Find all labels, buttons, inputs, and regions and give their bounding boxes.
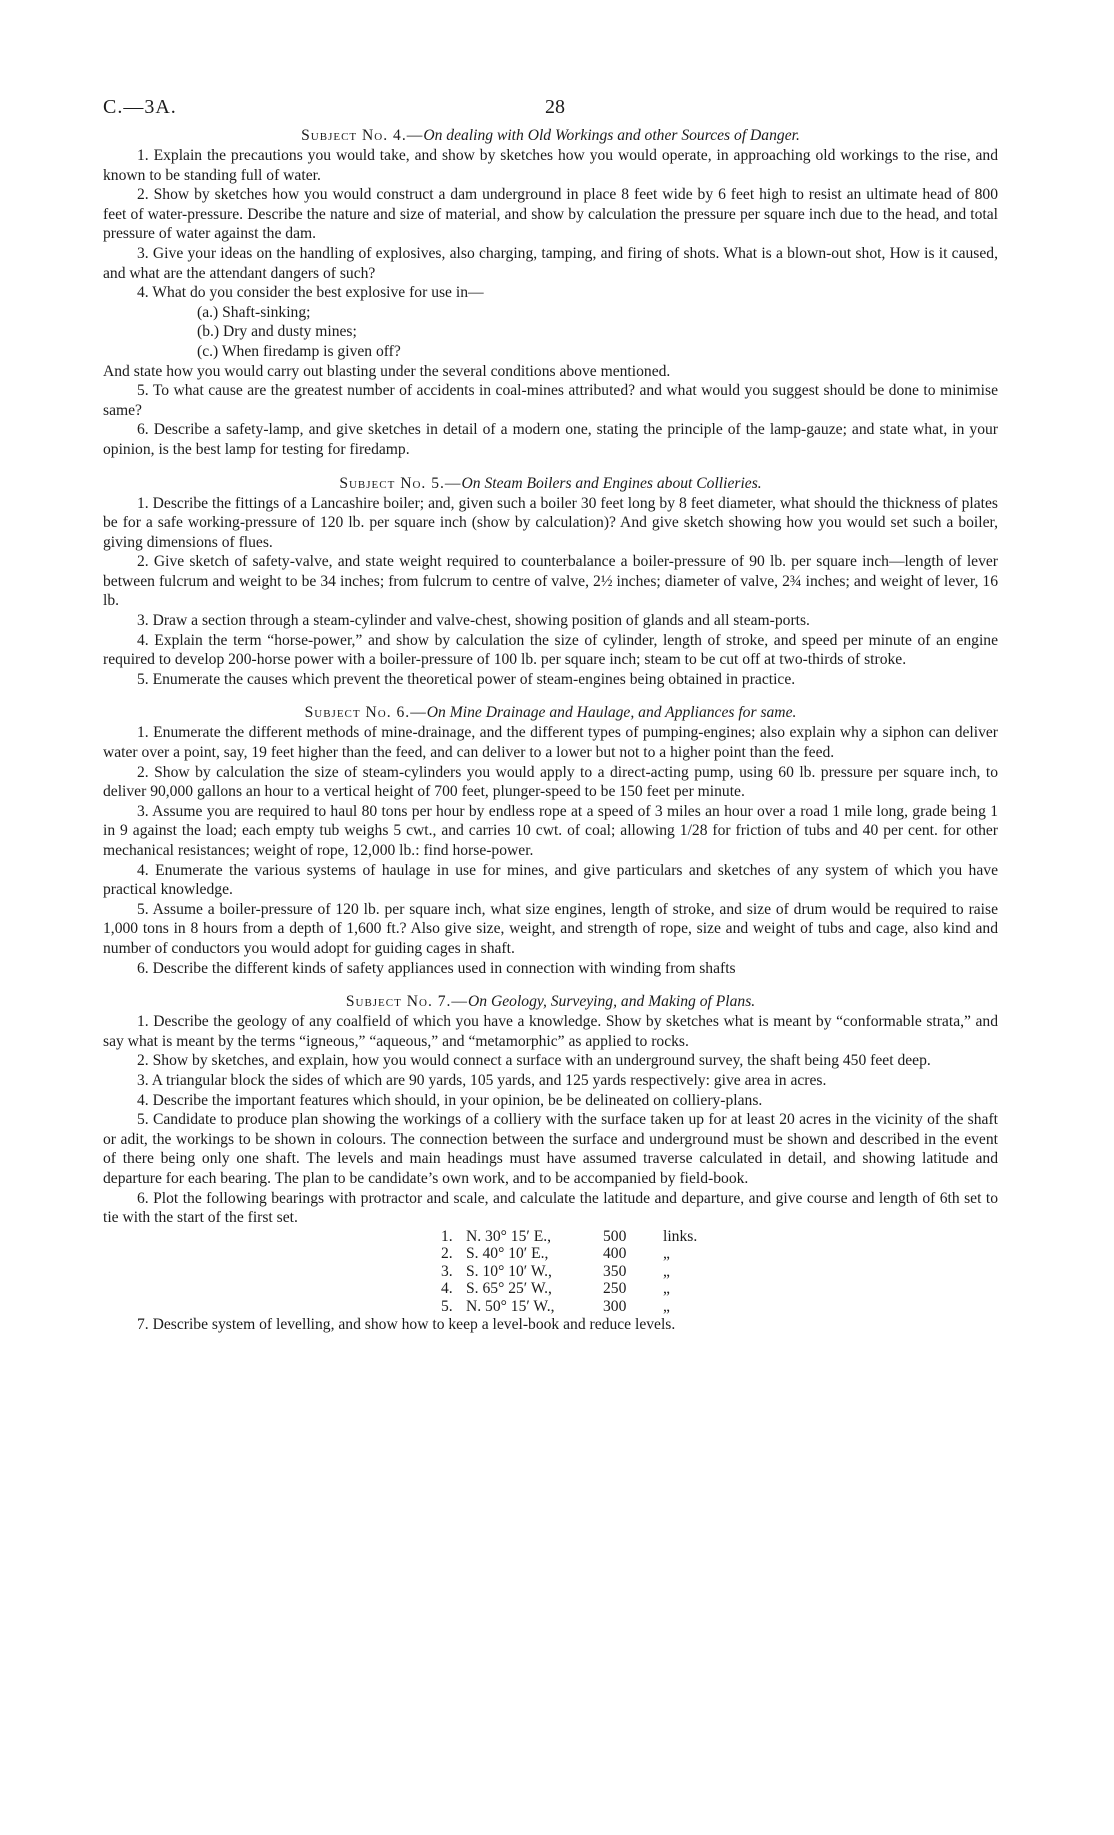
question-paragraph: 5. To what cause are the greatest number of accidents in coal-mines attributed? and what would you suggest should be done to minimise same? [103,382,998,419]
bearing-row [441,1280,998,1298]
question-paragraph: 6. Plot the following bearings with protractor and scale, and calculate the latitude and departure, and give course and length of 6th set to tie with the start of the first set. [103,1189,998,1227]
bearing-direction: N. 50° 15′ W., [466,1297,555,1315]
question-paragraph: 2. Give sketch of safety-valve, and state weight required to counterbalance a boiler-pressure of 90 lb. per square inch—length of lever between fulcrum and weight to be 34 inches; from fulcrum to centre of valve, 2½ inches; diameter of valve, 2¾ inches; and weight of lever, 16 lb. [103,553,998,610]
question-paragraph: 1. Describe the fittings of a Lancashire boiler; and, given such a boiler 30 feet long by 8 feet diameter, what should the thickness of plates be for a safe working-pressure of 120 lb. per square inch (show by calculation)? And give sketch showing how you would set such a boiler, giving dimensions of flues. [103,494,998,551]
bearing-row [441,1263,998,1281]
question-paragraph: 3. Assume you are required to haul 80 tons per hour by endless rope at a speed of 3 miles an hour over a road 1 mile long, grade being 1 in 9 against the load; each empty tub weighs 5 cwt., and carries 10 cwt. of coal; allowing 1/28 for friction of tubs and 40 per cent. for other mechanical resistances; weight of rope, 12,000 lb.: find horse-power. [103,802,998,859]
subject-label: Subject No. 7.— [345,993,469,1011]
bearing-unit: „ [663,1245,670,1263]
bearing-distance: 400 [603,1245,627,1263]
subject-heading [103,992,998,1011]
bearing-unit: „ [663,1262,670,1280]
bearing-distance: 350 [603,1262,627,1280]
running-head [103,96,998,126]
bearing-direction: S. 65° 25′ W., [466,1280,552,1298]
bearing-unit: „ [663,1297,670,1315]
subject-heading [103,474,998,493]
subject-title: On dealing with Old Workings and other Sources of Danger. [423,127,800,144]
bearing-number: 1. [441,1227,453,1245]
bearing-row [441,1245,998,1263]
bearing-direction: S. 10° 10′ W., [466,1262,552,1280]
subject-label: Subject No. 5.— [339,474,462,492]
subject-heading [103,126,998,145]
bearing-row [441,1298,998,1316]
subject-4-section [103,126,998,460]
question-paragraph: 5. Enumerate the causes which prevent the theoretical power of steam-engines being obtained in practice. [137,670,796,688]
question-paragraph: 5. Assume a boiler-pressure of 120 lb. per square inch, what size engines, length of stroke, and size of drum would be required to raise 1,000 tons in 8 hours from a depth of 1,600 ft.? Also give size, weight, and strength of rope, size and weight of tubs and cage, also kind and number of conductors you would adopt for guiding cages in shaft. [103,900,998,957]
bearing-unit: links. [663,1227,698,1245]
sub-question: (c.) When firedamp is given off? [197,342,401,360]
question-paragraph: 1. Describe the geology of any coalfield of which you have a knowledge. Show by sketches what is meant by “conformable strata,” and say what is meant by the terms “igneous,” “aqueous,” and “metamorphic” as applied to rocks. [103,1013,998,1050]
question-paragraph: And state how you would carry out blasting under the several conditions above mentioned. [103,362,671,380]
question-paragraph: 7. Describe system of levelling, and show how to keep a level-book and reduce levels. [137,1316,676,1334]
bearing-direction: N. 30° 15′ E., [466,1227,552,1245]
question-paragraph: 3. Draw a section through a steam-cylinder and valve-chest, showing position of glands and all steam-ports. [137,612,810,630]
subject-7-section [103,992,998,1335]
document-code: C.—3A. [103,96,177,118]
question-paragraph: 5. Candidate to produce plan showing the workings of a colliery with the surface taken up for at least 20 acres in the vicinity of the shaft or adit, the workings to be shown in colours. The connection between the surface and underground must be shown and described in the event of there being only one shaft. The levels and main headings must have assumed traverse calculated in detail, and showing latitude and departure for each bearing. The plan to be candidate’s own work, and to be accompanied by field-book. [103,1111,998,1187]
question-paragraph: 4. Describe the important features which should, in your opinion, be be delineated on colliery-plans. [137,1091,763,1109]
subject-5-section [103,474,998,690]
bearing-distance: 500 [603,1227,627,1245]
question-paragraph: 4. Enumerate the various systems of haulage in use for mines, and give particulars and sketches of any system of which you have practical knowledge. [103,861,998,899]
question-paragraph: 1. Explain the precautions you would take, and show by sketches how you would operate, in approaching old workings to the rise, and known to be standing full of water. [103,147,998,184]
subject-6-section [103,703,998,978]
sub-question: (b.) Dry and dusty mines; [197,323,357,341]
bearing-number: 2. [441,1245,453,1263]
subject-label: Subject No. 6.— [304,704,427,722]
subject-label: Subject No. 4.— [301,127,424,144]
bearing-number: 4. [441,1280,453,1298]
question-paragraph: 1. Enumerate the different methods of mine-drainage, and the different types of pumping-engines; also explain why a siphon can deliver water over a point, say, 19 feet higher than the feed, and can deliver to a lower but not to a higher point than the feed. [103,724,998,762]
question-paragraph: 2. Show by sketches, and explain, how you would connect a surface with an underground survey, the shaft being 450 feet deep. [137,1052,931,1070]
subject-heading [103,703,998,722]
bearing-direction: S. 40° 10′ E., [466,1245,549,1263]
question-paragraph: 2. Show by calculation the size of steam-cylinders you would apply to a direct-acting pump, using 60 lb. pressure per square inch, to deliver 90,000 gallons an hour to a vertical height of 700 feet, plunger-speed to be 150 feet per minute. [103,763,998,801]
subject-title: On Steam Boilers and Engines about Collieries. [461,474,762,492]
question-paragraph: 3. A triangular block the sides of which are 90 yards, 105 yards, and 125 yards respectively: give area in acres. [137,1071,827,1089]
bearing-unit: „ [663,1280,670,1298]
question-paragraph: 2. Show by sketches how you would construct a dam underground in place 8 feet wide by 6 feet high to resist an ultimate head of 800 feet of water-pressure. Describe the nature and size of material, and show by calculation the pressure per square inch due to the head, and total pressure of water against the dam. [103,186,998,243]
question-paragraph: 3. Give your ideas on the handling of explosives, also charging, tamping, and firing of shots. What is a blown-out shot, How is it caused, and what are the attendant dangers of such? [103,244,998,282]
sub-question: (a.) Shaft-sinking; [197,303,311,321]
page-number: 28 [545,96,565,118]
bearing-distance: 300 [603,1297,627,1315]
question-paragraph: 6. Describe a safety-lamp, and give sketches in detail of a modern one, stating the principle of the lamp-gauze; and state what, in your opinion, is the best lamp for testing for firedamp. [103,421,998,458]
bearing-row [441,1228,998,1246]
bearings-list [441,1228,998,1316]
question-paragraph: 4. Explain the term “horse-power,” and show by calculation the size of cylinder, length of stroke, and speed per minute of an engine required to develop 200-horse power with a boiler-pressure of 100 lb. per square inch; steam to be cut off at two-thirds of stroke. [103,631,998,669]
bearing-number: 3. [441,1262,453,1280]
bearing-number: 5. [441,1297,453,1315]
subject-title: On Mine Drainage and Haulage, and Appliances for same. [426,704,797,722]
question-paragraph: 6. Describe the different kinds of safety appliances used in connection with winding from shafts [137,959,736,977]
subject-title: On Geology, Surveying, and Making of Plans. [468,993,756,1011]
question-paragraph: 4. What do you consider the best explosive for use in— [137,284,484,302]
bearing-distance: 250 [603,1280,627,1298]
